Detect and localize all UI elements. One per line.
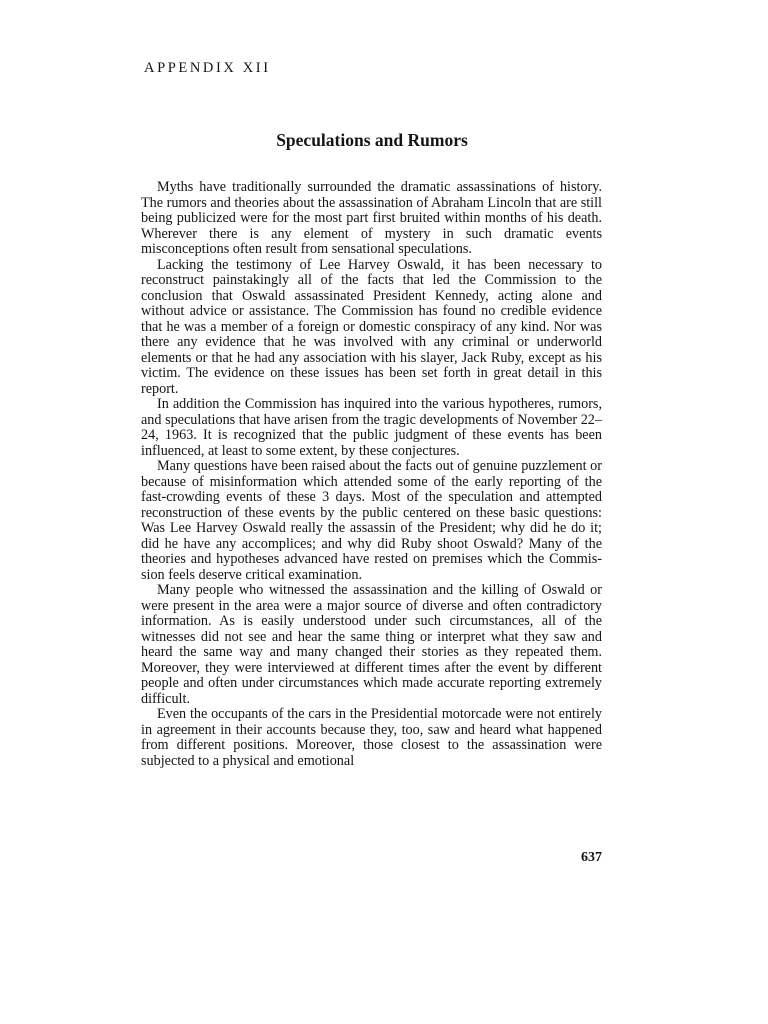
chapter-title: Speculations and Rumors bbox=[276, 130, 468, 150]
paragraph: Myths have traditionally surrounded the dramatic assassinations of history. The rumors and theories about the assassination of Abraham Lincoln that are still being publicized were for the most part first bruited within months of his death. Wherever there is any element of mystery in such dramatic events misconceptions often result from sensational speculations. bbox=[141, 179, 602, 257]
paragraph: Lacking the testimony of Lee Harvey Oswald, it has been necessary to reconstruct painstakingly all of the facts that led the Commission to the conclusion that Oswald assassinated President Kennedy, acting alone and without advice or assistance. The Commission has found no credible evidence that he was a member of a foreign or domestic conspiracy of any kind. Nor was there any evidence that he was involved with any criminal or underworld elements or that he had any association with his slayer, Jack Ruby, except as his victim. The evidence on these issues has been set forth in great detail in this report. bbox=[141, 256, 602, 397]
appendix-label: APPENDIX XII bbox=[144, 60, 271, 76]
body-text bbox=[141, 180, 602, 769]
paragraph: Even the occupants of the cars in the Presidential motorcade were not entirely in agreement in their accounts because they, too, saw and heard what happened from different positions. Moreover, those closest to the assassination were subjected to a physical and emotional bbox=[141, 706, 602, 769]
page-number: 637 bbox=[581, 850, 602, 865]
paragraph: In addition the Commission has inquired into the various hypotheres, rumors, and speculations that have arisen from the tragic developments of November 22–24, 1963. It is recognized that the public judgment of these events has been influenced, at least to some extent, by these conjectures. bbox=[141, 396, 602, 459]
paragraph: Many questions have been raised about the facts out of genuine puzzlement or because of misinformation which attended some of the early reporting of the fast-crowding events of these 3 days. Most of the speculation and attempted reconstruction of these events by the public centered on these basic questions: Was Lee Harvey Oswald really the assassin of the President; why did he do it; did he have any accomplices; and why did Ruby shoot Oswald? Many of the theories and hypotheses advanced have rested on premises which the Commission feels deserve critical examination. bbox=[141, 458, 602, 583]
paragraph: Many people who witnessed the assassination and the killing of Oswald or were present in the area were a major source of diverse and often contradictory information. As is easily understood under such circumstances, all of the witnesses did not see and hear the same thing or interpret what they saw and heard the same way and many changed their stories as they repeated them. Moreover, they were interviewed at different times after the event by different people and often under circumstances which made accurate reporting extremely difficult. bbox=[141, 582, 602, 707]
